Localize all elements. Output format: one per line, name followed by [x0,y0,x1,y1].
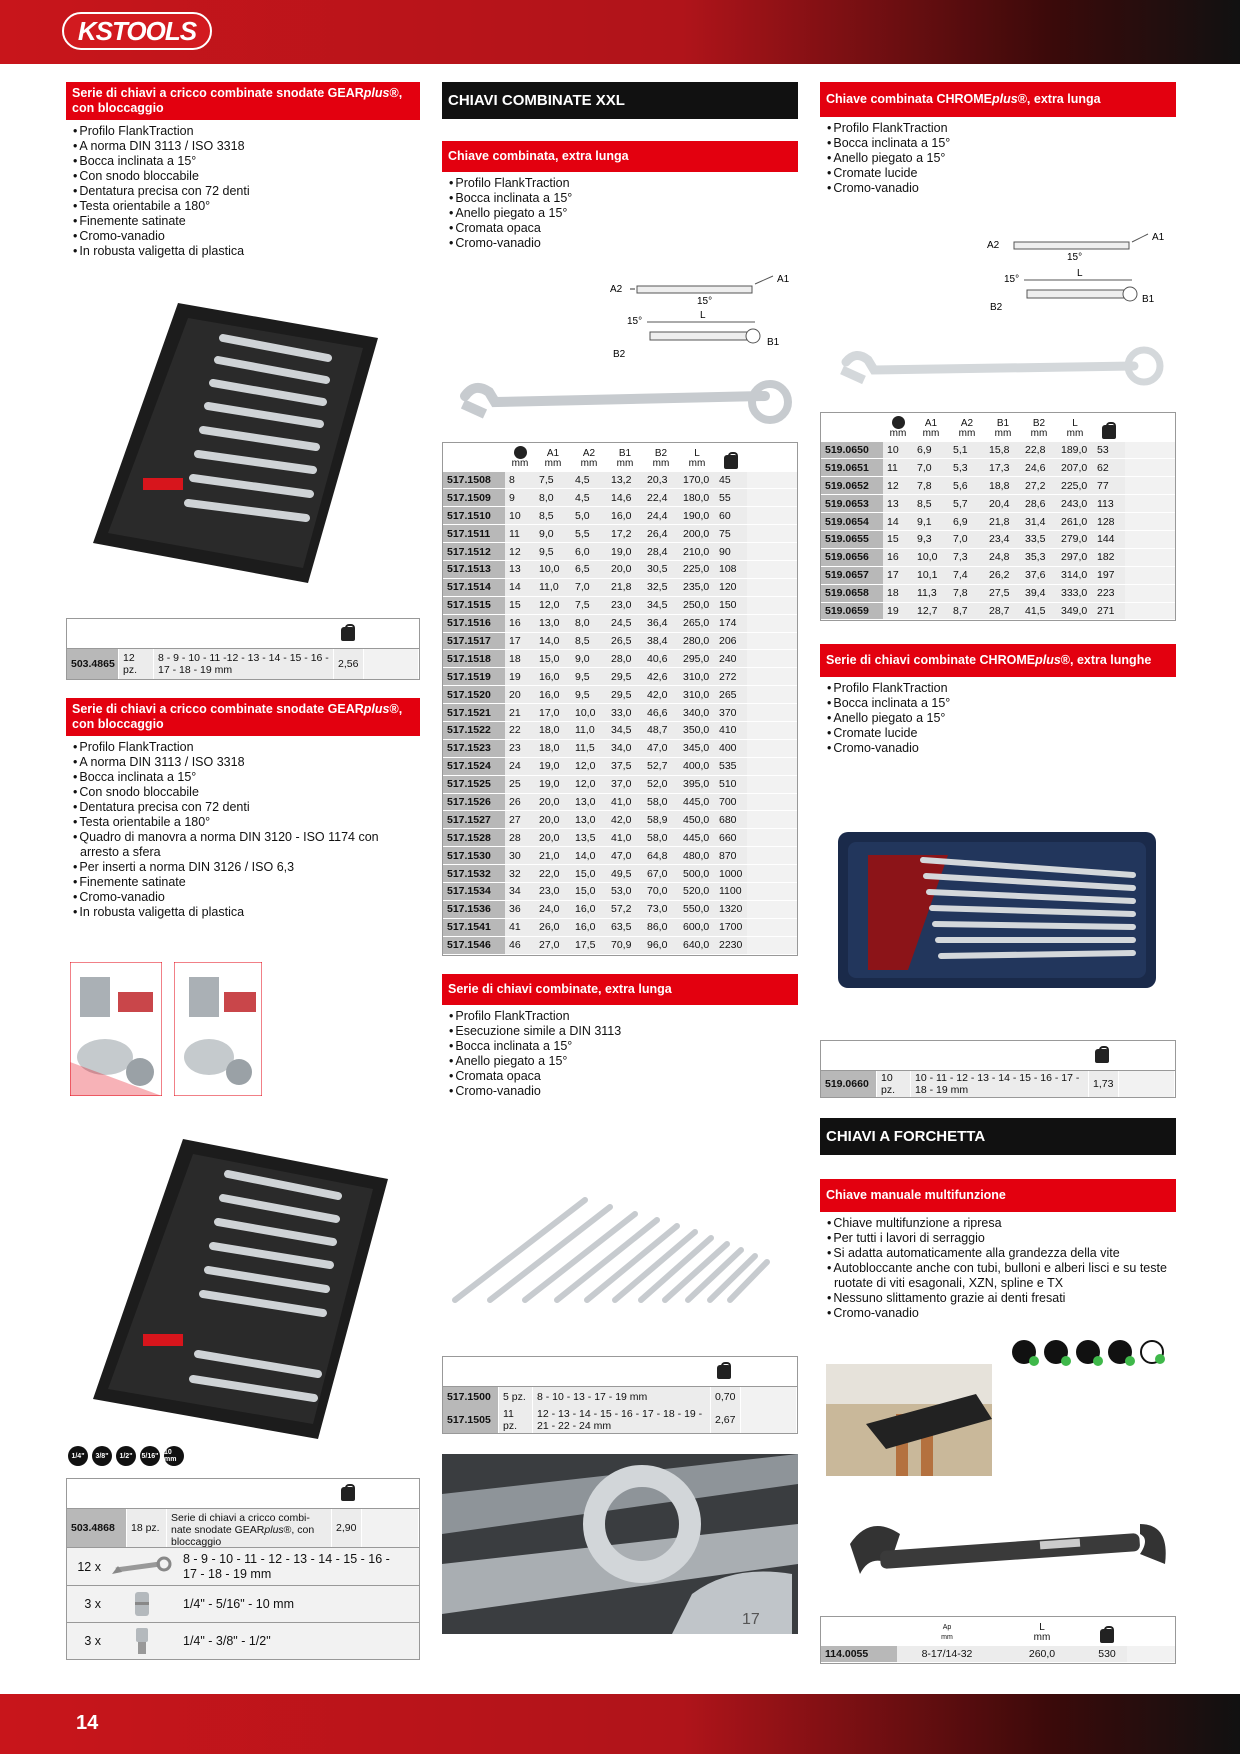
component-row: 3 x 1/4" - 5/16" - 10 mm [67,1585,419,1622]
feature-item: • Autobloccante anche con tubi, bulloni e alberi lisci e su teste ruotate di viti esagonali, XZN, spline e TX [826,1261,1176,1291]
table-row: 519.0656 16 10,0 7,3 24,8 35,3 297,0 182 [821,548,1175,566]
feature-item: • Dentatura precisa con 72 denti [72,800,420,815]
table-row: 503.4865 12 pz. 8 - 9 - 10 - 11 -12 - 13 - 14 - 15 - 16 - 17 - 18 - 19 mm 2,56 [67,649,419,679]
feature-item: • Cromo-vanadio [72,229,420,244]
feature-item: • Testa orientabile a 180° [72,815,420,830]
table-row: 517.1516 16 13,0 8,0 24,5 36,4 265,0 174 [443,614,797,632]
table-row: 519.0658 18 11,3 7,8 27,5 39,4 333,0 223 [821,584,1175,602]
multifunction-wrench-usage-photo [826,1364,992,1476]
diagram-label-l: L [1077,268,1083,279]
table-row: 517.1536 36 24,0 16,0 57,2 73,0 550,0 1320 [443,900,797,918]
wrench-set-photo [445,1192,790,1312]
wrench-dimension-diagram [605,262,795,362]
table-row: 519.0653 13 8,5 5,7 20,4 28,6 243,0 113 [821,495,1175,513]
col1-section1 [66,82,420,259]
feature-list [826,1216,1176,1321]
table-row: 519.0655 15 9,3 7,0 23,4 33,5 279,0 144 [821,530,1175,548]
table-row: 517.1525 25 19,0 12,0 37,0 52,0 395,0 510 [443,775,797,793]
feature-item: • Finemente satinate [72,214,420,229]
table-row: 519.0652 12 7,8 5,6 18,8 27,2 225,0 77 [821,477,1175,495]
table-row: 517.1522 22 18,0 11,0 34,5 48,7 350,0 410 [443,721,797,739]
col3-section2 [820,644,1176,756]
feature-item: • Nessuno slittamento grazie ai denti fresati [826,1291,1176,1306]
diagram-label-b2: B2 [990,302,1003,313]
table-row: 517.1527 27 20,0 13,0 42,0 58,9 450,0 680 [443,811,797,829]
table-row: 517.1541 41 26,0 16,0 63,5 86,0 600,0 1700 [443,918,797,936]
weight-icon [341,627,355,641]
table-row: 517.1532 32 22,0 15,0 49,5 67,0 500,0 1000 [443,865,797,883]
diagram-label-angle1: 15° [1067,252,1083,263]
weight-icon [1102,425,1116,439]
col2-section2 [442,974,798,1099]
table-row: 519.0654 14 9,1 6,9 21,8 31,4 261,0 128 [821,513,1175,531]
feature-list [826,681,1176,756]
section-title: Serie di chiavi combinate, extra lunga [442,974,798,1005]
feature-item: • Cromo-vanadio [826,181,1176,196]
feature-item: • Cromata opaca [448,1069,798,1084]
component-row: 3 x 1/4" - 3/8" - 1/2" [67,1622,419,1659]
chrome-wrench-dimension-diagram [982,228,1172,328]
feature-item: • Profilo FlankTraction [448,1009,798,1024]
feature-item: • Finemente satinate [72,875,420,890]
table-row: 517.1526 26 20,0 13,0 41,0 58,0 445,0 700 [443,793,797,811]
feature-item: • Anello piegato a 15° [448,1054,798,1069]
ratchet-wrench-icon [107,1556,177,1578]
diagram-label-b2: B2 [613,349,626,360]
col2-section [442,82,798,251]
chrome-wrench-table: mm A1 mm A2 mm B1 mm B2 mm L mm 519.0650 10 6,9 5,1 15,8 22,8 189,0 53 519.0651 11 7,0 5,3 17,3 24,6 207,0 62 519.0652 12 7,8 5,6 18,8 27,2 225,0 77 519.0653 13 8,5 5,7 20,4 28,6 243,0 113 519.0654 14 9,1 6,9 21,8 31,4 261,0 128 519.0655 15 9,3 7,0 23,4 33,5 279,0 144 519.0656 16 10,0 7,3 24,8 35,3 297,0 182 519.0657 17 10,1 7,4 26,2 37,6 314,0 197 519.0658 18 11,3 7,8 27,5 39,4 333,0 223 519.0659 19 12,7 8,7 28,7 41,5 349,0 271 [820,412,1176,621]
feature-item: • A norma DIN 3113 / ISO 3318 [72,755,420,770]
feature-item: • Profilo FlankTraction [72,124,420,139]
feature-item: • Profilo FlankTraction [448,176,798,191]
multifunction-wrench-photo [840,1504,1172,1604]
table-row: 517.1508 8 7,5 4,5 13,2 20,3 170,0 45 [443,471,797,489]
table-row: 519.0660 10 pz. 10 - 11 - 12 - 13 - 14 - 15 - 16 - 17 - 18 - 19 mm 1,73 [821,1071,1175,1097]
feature-item: • Si adatta automaticamente alla grandezza della vite [826,1246,1176,1261]
table-row: 517.1517 17 14,0 8,5 26,5 38,4 280,0 206 [443,632,797,650]
wrench-set-table [442,1356,798,1434]
table-row: 517.1524 24 19,0 12,0 37,5 52,7 400,0 535 [443,757,797,775]
feature-item: • Con snodo bloccabile [72,785,420,800]
feature-item: • Bocca inclinata a 15° [448,1039,798,1054]
feature-item: • Profilo FlankTraction [72,740,420,755]
feature-item: • Anello piegato a 15° [826,711,1176,726]
col1-section2 [66,698,420,920]
col3-section1 [820,82,1176,196]
diagram-label-b1: B1 [767,337,780,348]
feature-item: • Con snodo bloccabile [72,169,420,184]
table-row: 517.1513 13 10,0 6,5 20,0 30,5 225,0 108 [443,560,797,578]
feature-list [448,176,798,251]
table-row: 517.1510 10 8,5 5,0 16,0 24,4 190,0 60 [443,507,797,525]
diagram-label-a2: A2 [987,240,1000,251]
combination-wrench-table: mm A1 mm A2 mm B1 mm B2 mm L mm 517.1508 8 7,5 4,5 13,2 20,3 170,0 45 517.1509 9 8,0 4,5 14,6 22,4 180,0 55 517.1510 10 8,5 5,0 16,0 24,4 190,0 60 517.1511 11 9,0 5,5 17,2 26,4 200,0 75 517.1512 12 9,5 6,0 19,0 28,4 210,0 90 517.1513 13 10,0 6,5 20,0 30,5 225,0 108 517.1514 14 11,0 7,0 21,8 32,5 235,0 120 517.1515 15 12,0 7,5 23,0 34,5 250,0 150 517.1516 16 13,0 8,0 24,5 36,4 265,0 174 517.1517 17 14,0 8,5 26,5 38,4 280,0 206 517.1518 18 15,0 9,0 28,0 40,6 295,0 240 517.1519 19 16,0 9,5 29,5 42,6 310,0 272 517.1520 20 16,0 9,5 29,5 42,0 310,0 265 517.1521 21 17,0 10,0 33,0 46,6 340,0 370 517.1522 22 18,0 11,0 34,5 48,7 350,0 410 517.1523 23 18,0 11,5 34,0 47,0 345,0 400 517.1524 24 19,0 12,0 37,5 52,7 400,0 535 517.1525 25 19,0 12,0 37,0 52,0 395,0 510 517.1526 26 20,0 13,0 41,0 58,0 445,0 700 517.1527 27 20,0 13,0 42,0 58,9 450,0 680 517.1528 28 20,0 13,5 41,0 58,0 445,0 660 517.1530 30 21,0 14,0 47,0 64,8 480,0 870 517.1532 32 22,0 15,0 49,5 67,0 500,0 1000 517.1534 34 23,0 15,0 53,0 70,0 520,0 1100 517.1536 36 24,0 16,0 57,2 73,0 550,0 1320 517.1541 41 26,0 16,0 63,5 86,0 600,0 1700 517.1546 46 27,0 17,5 70,9 96,0 640,0 2230 [442,442,798,956]
wrench-socket-case-photo [88,1134,408,1446]
table-row: 519.0657 17 10,1 7,4 26,2 37,6 314,0 197 [821,566,1175,584]
feature-item: • Cromo-vanadio [72,890,420,905]
feature-item: • In robusta valigetta di plastica [72,244,420,259]
socket-detail-photo-1 [70,962,162,1096]
section-title: Serie di chiavi a cricco combinate snodate GEARplus®, con bloccaggio [66,82,420,120]
feature-item: • Profilo FlankTraction [826,121,1176,136]
weight-icon [341,1487,355,1501]
table-row: 517.1519 19 16,0 9,5 29,5 42,6 310,0 272 [443,668,797,686]
section-title: Serie di chiavi a cricco combinate snodate GEARplus®, con bloccaggio [66,698,420,736]
weight-icon [1095,1049,1109,1063]
hex-profile-icon [1012,1340,1036,1364]
component-row: 12 x 8 - 9 - 10 - 11 - 12 - 13 - 14 - 15 - 16 - 17 - 18 - 19 mm [67,1547,419,1585]
feature-item: • Chiave multifunzione a ripresa [826,1216,1176,1231]
feature-item: • Anello piegato a 15° [448,206,798,221]
table-row: 517.1546 46 27,0 17,5 70,9 96,0 640,0 2230 [443,936,797,954]
feature-item: • Cromo-vanadio [826,741,1176,756]
diagram-label-a2: A2 [610,284,623,295]
socket-adapter-icon [107,1590,177,1618]
feature-item: • A norma DIN 3113 / ISO 3318 [72,139,420,154]
diagram-label-angle1: 15° [697,296,713,307]
table-row: 517.1511 11 9,0 5,5 17,2 26,4 200,0 75 [443,525,797,543]
feature-item: • Cromo-vanadio [448,236,798,251]
table-row: 517.1514 14 11,0 7,0 21,8 32,5 235,0 120 [443,578,797,596]
multifunction-wrench-table: Ap mm L mm 114.0055 8-17/14-32 260,0 530 [820,1616,1176,1664]
feature-list [826,121,1176,196]
section-heading: CHIAVI COMBINATE XXL [442,82,798,119]
feature-item: • Dentatura precisa con 72 denti [72,184,420,199]
feature-list [72,124,420,259]
table-row: 517.1534 34 23,0 15,0 53,0 70,0 520,0 1100 [443,882,797,900]
chrome-wrench-set-tray-photo [838,830,1156,990]
socket-detail-photo-2 [174,962,262,1096]
feature-item: • Testa orientabile a 180° [72,199,420,214]
feature-item: • In robusta valigetta di plastica [72,905,420,920]
section-title: Chiave manuale multifunzione [820,1179,1176,1212]
feature-item: • Cromo-vanadio [826,1306,1176,1321]
bit-adapter-icon [107,1626,177,1656]
section-heading: CHIAVI A FORCHETTA [820,1118,1176,1155]
diagram-label-l: L [700,310,706,321]
wrench-closeup-photo [442,1454,798,1634]
round-profile-icon [1140,1340,1164,1364]
table-row: 114.0055 8-17/14-32 260,0 530 [821,1645,1175,1663]
table-row: 517.1509 9 8,0 4,5 14,6 22,4 180,0 55 [443,489,797,507]
col3-section3 [820,1118,1176,1321]
weight-icon [1100,1629,1114,1643]
photo-size-number: 17 [742,1611,760,1628]
product-table-503-4865 [66,618,420,680]
table-row: 517.1528 28 20,0 13,5 41,0 58,0 445,0 660 [443,829,797,847]
feature-item: • Esecuzione simile a DIN 3113 [448,1024,798,1039]
chrome-wrench-set-table [820,1040,1176,1098]
section-title: Chiave combinata, extra lunga [442,141,798,172]
profile-icons [1012,1340,1164,1364]
drive-half-icon: 1/2" [116,1446,136,1466]
table-row: 517.1523 23 18,0 11,5 34,0 47,0 345,0 400 [443,739,797,757]
drive-size-icons [68,1446,184,1466]
long-combination-wrench-photo [455,378,795,430]
feature-item: • Cromo-vanadio [448,1084,798,1099]
feature-item: • Profilo FlankTraction [826,681,1176,696]
diagram-label-angle2: 15° [1004,274,1020,285]
diagram-label-a1: A1 [777,274,790,285]
table-row: 517.1512 12 9,5 6,0 19,0 28,4 210,0 90 [443,543,797,561]
feature-item: • Cromata opaca [448,221,798,236]
bottom-banner [0,1694,1240,1754]
table-row: 519.0659 19 12,7 8,7 28,7 41,5 349,0 271 [821,602,1175,620]
diagram-label-angle2: 15° [627,316,643,327]
feature-item: • Bocca inclinata a 15° [826,696,1176,711]
feature-item: • Cromate lucide [826,726,1176,741]
table-row: 519.0651 11 7,0 5,3 17,3 24,6 207,0 62 [821,459,1175,477]
table-row: 517.1521 21 17,0 10,0 33,0 46,6 340,0 370 [443,704,797,722]
product-table-503-4868 [66,1478,420,1660]
ks-tools-logo: KSTOOLS [62,12,212,50]
feature-item: • Per tutti i lavori di serraggio [826,1231,1176,1246]
table-row: 517.1515 15 12,0 7,5 23,0 34,5 250,0 150 [443,596,797,614]
feature-item: • Bocca inclinata a 15° [72,154,420,169]
wrench-case-photo [88,298,398,588]
feature-item: • Cromate lucide [826,166,1176,181]
feature-item: • Anello piegato a 15° [826,151,1176,166]
diagram-label-a1: A1 [1152,232,1165,243]
table-row: 503.4868 18 pz. Serie di chiavi a cricco combi-nate snodate GEARplus®, con bloccaggio 2,90 [67,1509,419,1547]
table-row: 517.1500 5 pz. 8 - 10 - 13 - 17 - 19 mm 0,70 [443,1387,797,1407]
drive-three-eighths-icon: 3/8" [92,1446,112,1466]
feature-item: • Per inserti a norma DIN 3126 / ISO 6,3 [72,860,420,875]
drive-quarter-icon: 1/4" [68,1446,88,1466]
page-number: 14 [76,1712,99,1734]
drive-10mm-icon: 10 mm [164,1446,184,1466]
table-row: 517.1520 20 16,0 9,5 29,5 42,0 310,0 265 [443,686,797,704]
table-row: 519.0650 10 6,9 5,1 15,8 22,8 189,0 53 [821,441,1175,459]
spline-profile-icon [1108,1340,1132,1364]
feature-list [72,740,420,920]
section-title: Serie di chiavi combinate CHROMEplus®, extra lunghe [820,644,1176,677]
feature-item: • Bocca inclinata a 15° [826,136,1176,151]
diagram-label-b1: B1 [1142,294,1155,305]
feature-item: • Bocca inclinata a 15° [448,191,798,206]
feature-item: • Bocca inclinata a 15° [72,770,420,785]
section-title: Chiave combinata CHROMEplus®, extra lunga [820,82,1176,117]
weight-icon [717,1365,731,1379]
drive-five-sixteenths-icon: 5/16" [140,1446,160,1466]
weight-icon [724,455,738,469]
feature-list [448,1009,798,1099]
chrome-wrench-photo [832,344,1172,394]
table-row: 517.1530 30 21,0 14,0 47,0 64,8 480,0 870 [443,847,797,865]
feature-item: • Quadro di manovra a norma DIN 3120 - ISO 1174 con arresto a sfera [72,830,420,860]
square-profile-icon [1044,1340,1068,1364]
table-row: 517.1518 18 15,0 9,0 28,0 40,6 295,0 240 [443,650,797,668]
table-row: 517.1505 11 pz. 12 - 13 - 14 - 15 - 16 - 17 - 18 - 19 - 21 - 22 - 24 mm 2,67 [443,1407,797,1433]
torx-profile-icon [1076,1340,1100,1364]
